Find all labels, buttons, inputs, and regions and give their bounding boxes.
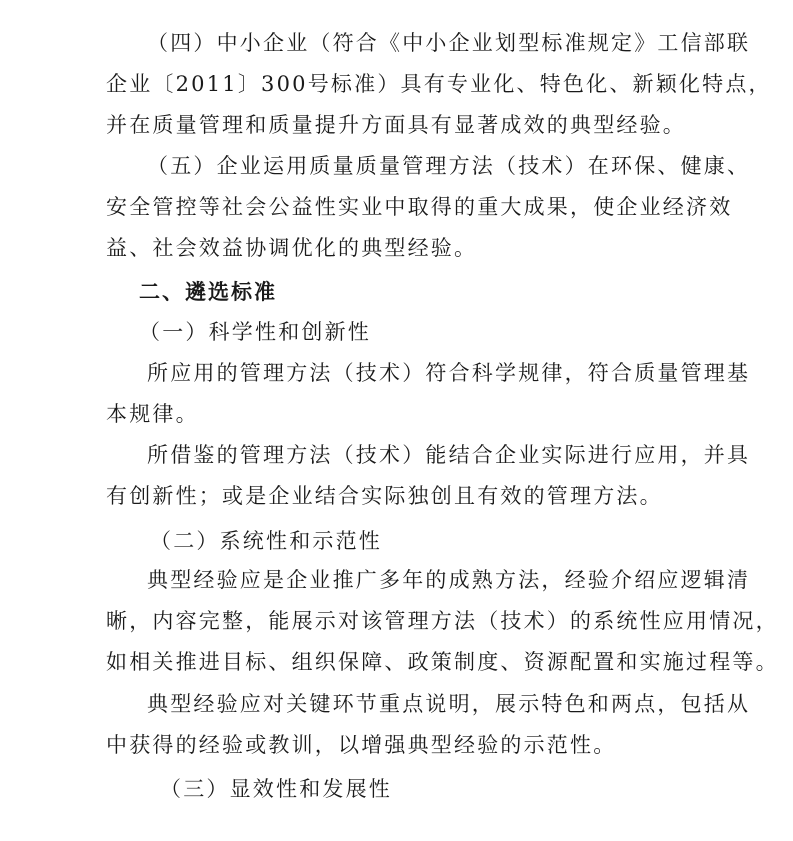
paragraph-line: 所应用的管理方法（技术）符合科学规律，符合质量管理基	[147, 361, 751, 385]
paragraph-line: 晰，内容完整，能展示对该管理方法（技术）的系统性应用情况，	[106, 609, 779, 633]
paragraph-line: 中获得的经验或教训，以增强典型经验的示范性。	[106, 733, 617, 757]
paragraph-line: （四）中小企业（符合《中小企业划型标准规定》工信部联	[147, 31, 751, 55]
subsection-heading: （一）科学性和创新性	[139, 320, 371, 344]
paragraph-line: 益、社会效益协调优化的典型经验。	[106, 236, 478, 260]
paragraph-line: 如相关推进目标、组织保障、政策制度、资源配置和实施过程等。	[106, 650, 779, 674]
paragraph-line: 典型经验应是企业推广多年的成熟方法，经验介绍应逻辑清	[147, 568, 751, 592]
paragraph-line: 所借鉴的管理方法（技术）能结合企业实际进行应用，并具	[147, 443, 751, 467]
paragraph-line: 典型经验应对关键环节重点说明，展示特色和两点，包括从	[147, 692, 751, 716]
paragraph-line: 本规律。	[106, 402, 199, 426]
paragraph-line: 企业〔2011〕300号标准）具有专业化、特色化、新颖化特点，	[106, 72, 772, 96]
paragraph-line: 安全管控等社会公益性实业中取得的重大成果，使企业经济效	[106, 195, 733, 219]
paragraph-line: （五）企业运用质量质量管理方法（技术）在环保、健康、	[147, 154, 751, 178]
section-heading: 二、遴选标准	[139, 280, 277, 304]
paragraph-line: 并在质量管理和质量提升方面具有显著成效的典型经验。	[106, 113, 686, 137]
subsection-heading: （二）系统性和示范性	[150, 529, 382, 553]
subsection-heading: （三）显效性和发展性	[160, 777, 392, 801]
paragraph-line: 有创新性；或是企业结合实际独创且有效的管理方法。	[106, 484, 663, 508]
